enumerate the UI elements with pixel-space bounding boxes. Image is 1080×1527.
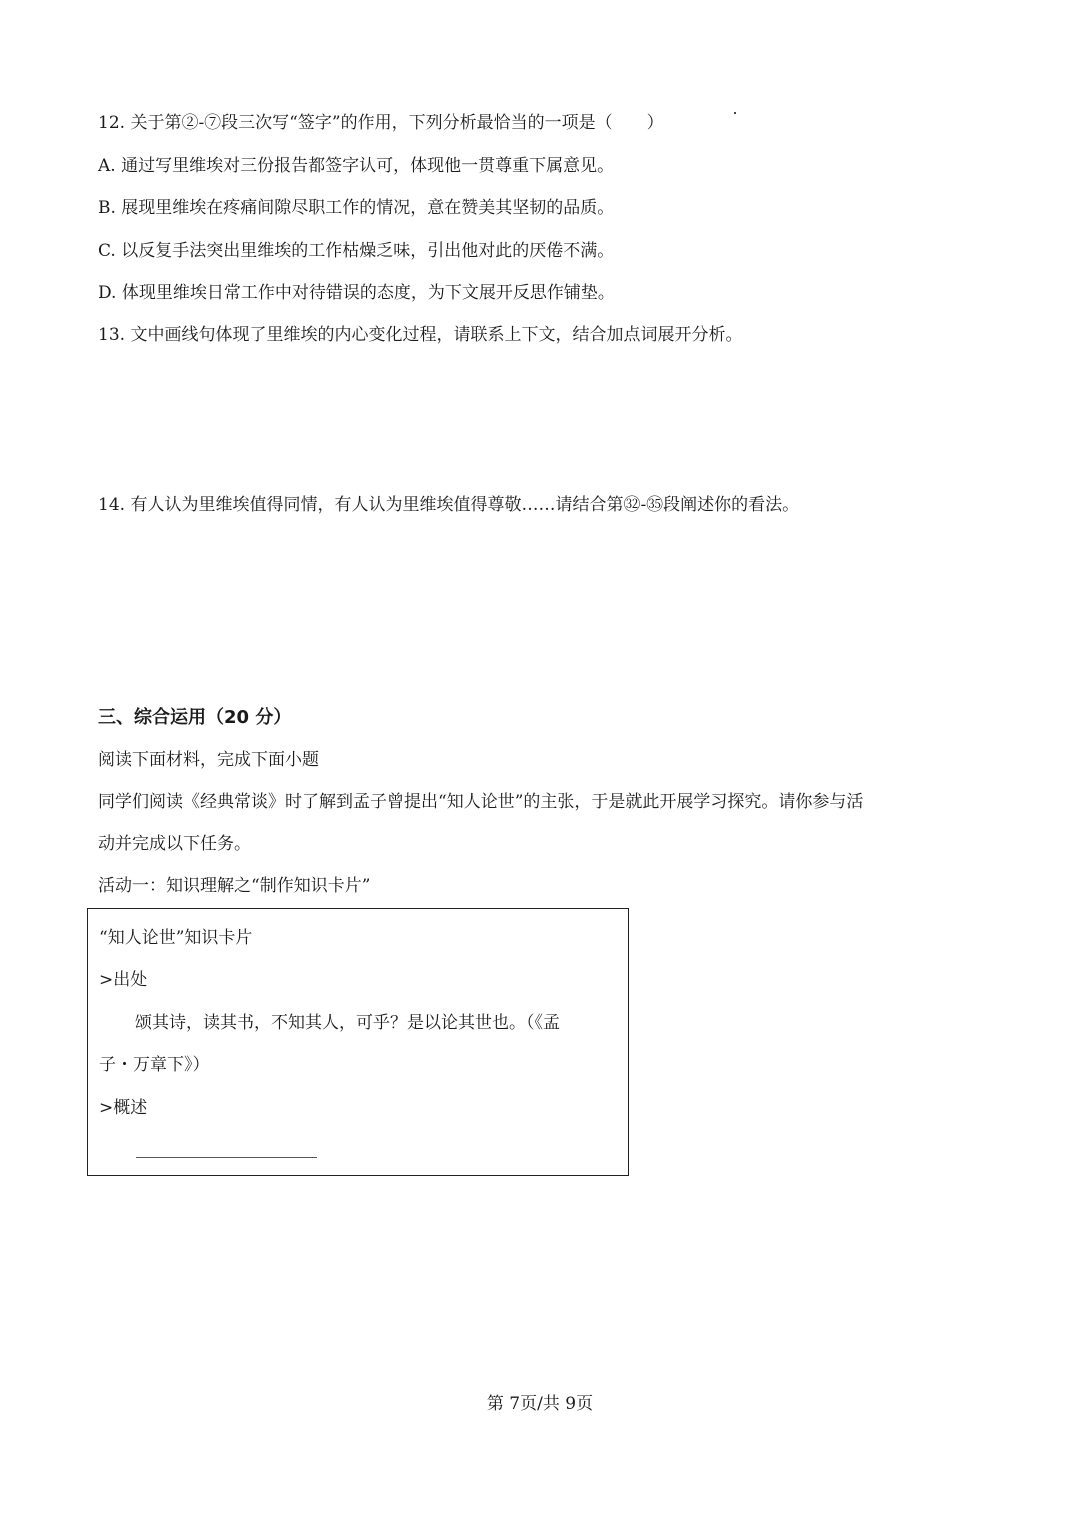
card-title: “知人论世”知识卡片 <box>99 928 253 948</box>
question-12-option-d: D. 体现里维埃日常工作中对待错误的态度，为下文展开反思作铺垫。 <box>98 283 615 303</box>
question-12-option-b: B. 展现里维埃在疼痛间隙尽职工作的情况，意在赞美其坚韧的品质。 <box>98 198 615 218</box>
card-summary-label: >概述 <box>99 1098 148 1118</box>
section-3-material-line-2: 动并完成以下任务。 <box>98 834 251 854</box>
question-13: 13. 文中画线句体现了里维埃的内心变化过程，请联系上下文，结合加点词展开分析。 <box>98 325 743 345</box>
section-3-heading: 三、综合运用（20 分） <box>98 707 292 728</box>
page-footer: 第 7页/共 9页 <box>486 1394 594 1414</box>
card-quote-line-2: 子・万章下》） <box>99 1055 210 1075</box>
question-12-stem: 12. 关于第②-⑦段三次写“签字”的作用，下列分析最恰当的一项是（ ） <box>98 113 664 133</box>
card-source-label: >出处 <box>99 970 148 990</box>
decorative-dot <box>734 112 736 114</box>
card-quote-line-1: 颂其诗，读其书，不知其人，可乎？是以论其世也。（《孟 <box>135 1013 560 1033</box>
section-3-intro: 阅读下面材料，完成下面小题 <box>98 750 319 770</box>
question-14: 14. 有人认为里维埃值得同情，有人认为里维埃值得尊敬……请结合第㉜-㉟段阐述你的看法。 <box>98 495 800 515</box>
activity-1-title: 活动一：知识理解之“制作知识卡片” <box>98 876 371 896</box>
question-12-option-a: A. 通过写里维埃对三份报告都签字认可，体现他一贯尊重下属意见。 <box>98 156 615 176</box>
knowledge-card <box>87 908 629 1176</box>
card-answer-blank[interactable] <box>136 1157 317 1158</box>
section-3-material-line-1: 同学们阅读《经典常谈》时了解到孟子曾提出“知人论世”的主张，于是就此开展学习探究。请你参与活 <box>98 792 864 812</box>
question-12-option-c: C. 以反复手法突出里维埃的工作枯燥乏味，引出他对此的厌倦不满。 <box>98 241 615 261</box>
